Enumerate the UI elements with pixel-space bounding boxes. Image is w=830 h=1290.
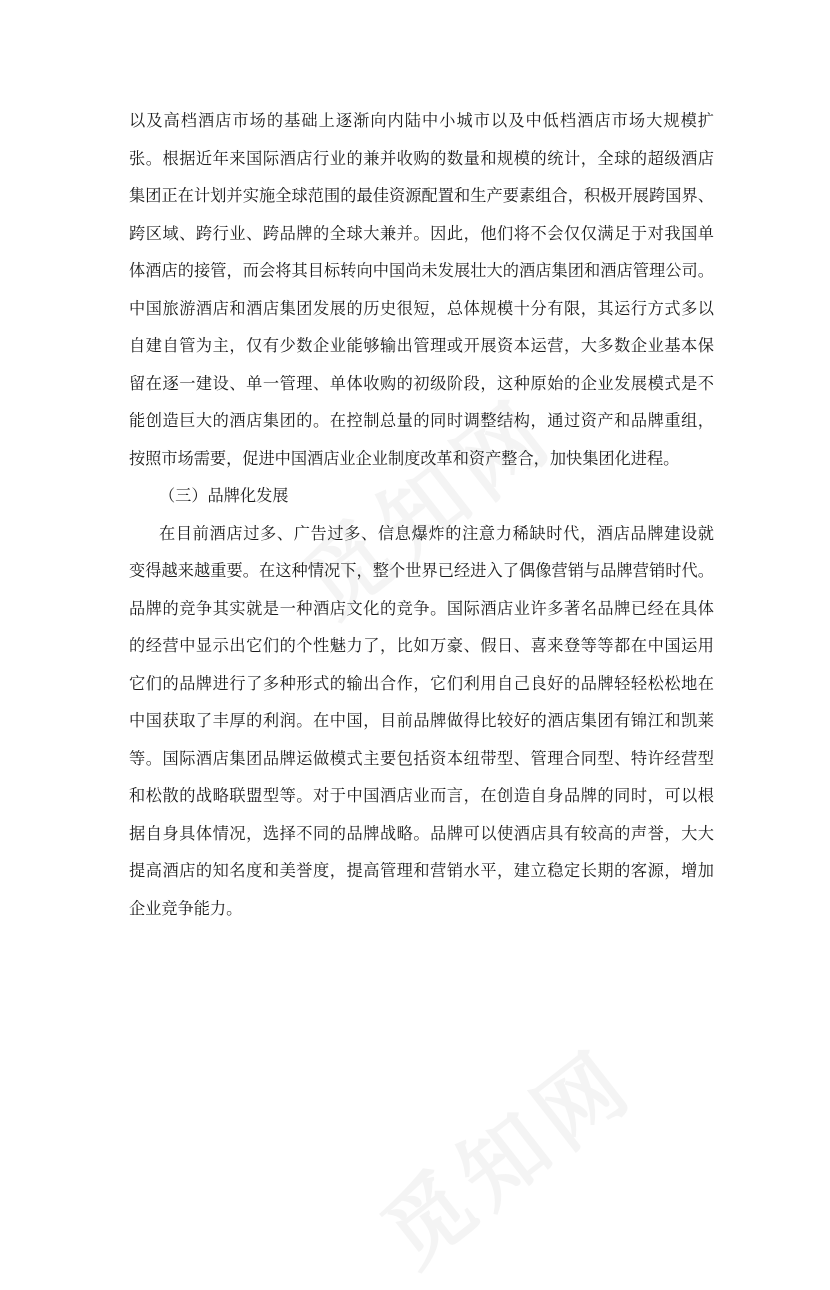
text-line: 它们的品牌进行了多种形式的输出合作，它们利用自己良好的品牌轻轻松松地在 [129, 673, 714, 693]
body-text [129, 102, 714, 927]
text-line: 的经营中显示出它们的个性魅力了，比如万豪、假日、喜来登等等都在中国运用 [129, 636, 714, 655]
text-line: 按照市场需要，促进中国酒店业企业制度改革和资产整合，加快集团化进程。 [129, 448, 680, 468]
text-line: 跨区域、跨行业、跨品牌的全球大兼并。因此，他们将不会仅仅满足于对我国单 [129, 223, 714, 243]
text-line: 在目前酒店过多、广告过多、信息爆炸的注意力稀缺时代，酒店品牌建设就 [159, 523, 714, 543]
text-line: 企业竞争能力。 [129, 898, 243, 918]
text-line: 变得越来越重要。在这种情况下，整个世界已经进入了偶像营销与品牌营销时代。 [129, 561, 714, 580]
text-line: 提高酒店的知名度和美誉度，提高管理和营销水平，建立稳定长期的客源，增加 [129, 861, 714, 880]
text-line: 中国旅游酒店和酒店集团发展的历史很短，总体规模十分有限，其运行方式多以 [129, 298, 714, 318]
text-line: 体酒店的接管，而会将其目标转向中国尚未发展壮大的酒店集团和酒店管理公司。 [129, 261, 714, 280]
watermark-text [352, 1014, 655, 1289]
section-heading: （三）品牌化发展 [159, 486, 289, 505]
text-line: 留在逐一建设、单一管理、单体收购的初级阶段，这种原始的企业发展模式是不 [129, 373, 714, 393]
paragraph-2 [129, 515, 714, 928]
text-line: 和松散的战略联盟型等。对于中国酒店业而言，在创造自身品牌的同时，可以根 [129, 786, 714, 805]
text-line: 据自身具体情况，选择不同的品牌战略。品牌可以使酒店具有较高的声誉，大大 [129, 823, 714, 843]
text-line: 以及高档酒店市场的基础上逐渐向内陆中小城市以及中低档酒店市场大规模扩 [129, 111, 714, 130]
text-line: 品牌的竞争其实就是一种酒店文化的竞争。国际酒店业许多著名品牌已经在具体 [129, 598, 714, 618]
paragraph-1 [129, 102, 714, 477]
text-line: 中国获取了丰厚的利润。在中国，目前品牌做得比较好的酒店集团有锦江和凯莱 [129, 711, 714, 730]
text-line: 自建自管为主，仅有少数企业能够输出管理或开展资本运营，大多数企业基本保 [129, 336, 714, 355]
text-line: 张。根据近年来国际酒店行业的兼并收购的数量和规模的统计，全球的超级酒店 [129, 148, 714, 168]
text-line: 能创造巨大的酒店集团的。在控制总量的同时调整结构，通过资产和品牌重组， [129, 411, 714, 430]
text-line: 集团正在计划并实施全球范围的最佳资源配置和生产要素组合，积极开展跨国界、 [129, 186, 714, 205]
text-line: 等。国际酒店集团品牌运做模式主要包括资本纽带型、管理合同型、特许经营型 [129, 748, 714, 768]
